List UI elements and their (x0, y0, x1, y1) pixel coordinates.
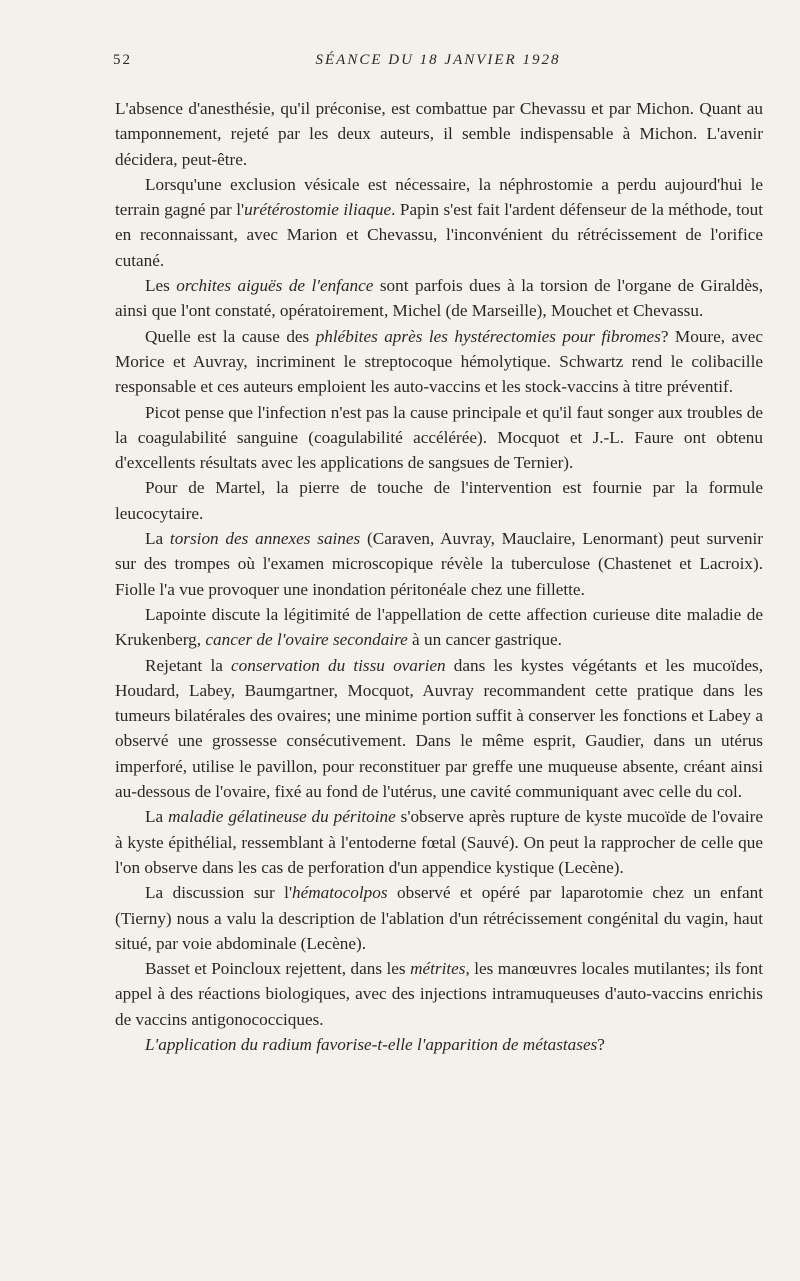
text-run: Rejetant la (145, 655, 232, 675)
text-run: La (145, 529, 170, 549)
italic-text: hématocolpos (292, 883, 388, 903)
text-run: Picot pense que l'infection n'est pas la cause principale et qu'il faut songer aux troubles de la coagulabilité sanguine (coagulabilité accélérée). Mocquot et J.-L. Faure ont obtenu d'excellents résultats avec les applications de sangsues de Ternier). (115, 402, 763, 473)
text-run: . Papin s'est fait l'ardent défenseur de la méthode, tout en reconnaissant, avec Marion et Chevassu, l'inconvénient du rétrécissement de l'orifice cutané. (115, 200, 763, 270)
italic-text: urétérostomie iliaque (244, 200, 392, 220)
text-run: L'absence d'anesthésie, qu'il préconise, est combattue par Chevassu et par Michon. Quant au tamponnement, rejeté par les deux auteurs, il semble indispensable à Michon. L'avenir décidera, peut-être. (115, 99, 763, 169)
body-text (115, 96, 763, 1057)
running-title: SÉANCE DU 18 JANVIER 1928 (315, 52, 561, 68)
page-number: 52 (113, 52, 132, 68)
text-run: La (145, 807, 169, 827)
paragraph (115, 96, 763, 172)
paragraph (115, 475, 763, 526)
italic-text: cancer de l'ovaire secondaire (205, 630, 408, 650)
paragraph (115, 956, 763, 1032)
italic-text: métrites (410, 959, 466, 979)
paragraph (115, 273, 763, 324)
page-header (113, 52, 763, 74)
paragraph (115, 172, 763, 273)
text-run: Lorsqu'une exclusion vésicale est nécessaire, la néphrostomie a perdu aujourd'hui le terrain gagné par l' (115, 174, 763, 220)
italic-text: torsion des annexes saines (169, 529, 361, 549)
paragraph (115, 653, 763, 805)
italic-text: L'application du radium favorise-t-elle l'apparition de métastases (145, 1034, 598, 1054)
text-run: à un cancer gastrique. (407, 630, 562, 650)
text-run: Lapointe discute la légitimité de l'appellation de cette affection curieuse dite maladie de Krukenberg, (115, 604, 763, 650)
paragraph (115, 324, 763, 400)
text-run: Pour de Martel, la pierre de touche de l'intervention est fournie par la formule leucocytaire. (115, 478, 763, 523)
paragraph (115, 526, 763, 602)
paragraph (115, 602, 763, 653)
text-run: sont parfois dues à la torsion de l'organe de Giraldès, ainsi que l'ont constaté, opératoirement, Michel (de Marseille), Mouchet et Chevassu. (115, 276, 763, 321)
paragraph (115, 400, 763, 476)
italic-text: phlébites après les hystérectomies pour fibromes (315, 326, 661, 346)
text-run: , les manœuvres locales mutilantes; ils font appel à des réactions biologiques, avec des injections intramuqueuses d'auto-vaccins enrichis de vaccins antigonococciques. (115, 959, 763, 1029)
text-run: (Caraven, Auvray, Mauclaire, Lenormant) peut survenir sur des trompes où l'examen microscopique révèle la tuberculose (Chastenet et Lacroix). Fiolle l'a vue provoquer une inondation péritonéale chez une fillette. (115, 529, 764, 599)
paragraph (115, 880, 763, 956)
italic-text: conservation du tissu ovarien (231, 655, 446, 675)
italic-text: maladie gélatineuse du péritoine (168, 807, 396, 827)
text-run: ? Moure, avec Morice et Auvray, incriminent le streptocoque hémolytique. Schwartz rend le colibacille responsable et ces auteurs emploient les auto-vaccins et les stock-vaccins à titre préventif. (115, 326, 763, 397)
text-run: s'observe après rupture de kyste mucoïde de l'ovaire à kyste épithélial, ressemblant à l'entoderne fœtal (Sauvé). On peut la rapprocher de celle que l'on observe dans les cas de perforation d'un appendice kystique (Lecène). (115, 807, 763, 877)
text-run: Les (145, 276, 177, 296)
text-run: La discussion sur l' (145, 883, 293, 903)
text-run: Basset et Poincloux rejettent, dans les (145, 959, 411, 979)
text-run: Quelle est la cause des (145, 326, 316, 346)
paragraph (115, 804, 763, 880)
text-run: ? (597, 1034, 605, 1054)
paragraph (115, 1032, 763, 1057)
italic-text: orchites aiguës de l'enfance (176, 276, 374, 296)
text-run: dans les kystes végétants et les mucoïdes, Houdard, Labey, Baumgartner, Mocquot, Auvray recommandent cette pratique dans les tumeurs bilatérales des ovaires; une minime portion suffit à conserver les fonctions et Labey a observé une grossesse consécutivement. Dans le même esprit, Gaudier, dans un utérus imperforé, utilise le pavillon, pour reconstituer par greffe une muqueuse absente, créant ainsi au-dessous de l'ovaire, fixé au fond de l'utérus, une cavité communiquant avec celle du col. (115, 655, 763, 802)
text-run: observé et opéré par laparotomie chez un enfant (Tierny) nous a valu la description de l'ablation d'un rétrécissement congénital du vagin, haut situé, par voie abdominale (Lecène). (115, 883, 763, 953)
